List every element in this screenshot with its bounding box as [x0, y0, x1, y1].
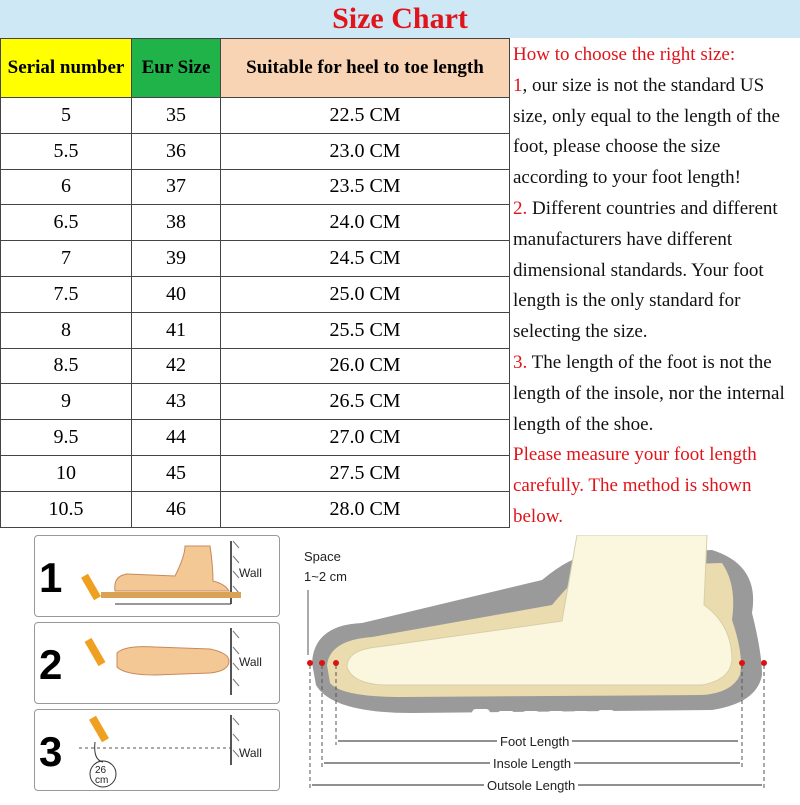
- cell-serial-number: 7.5: [1, 276, 132, 312]
- cell-length: 25.5 CM: [221, 312, 510, 348]
- cell-serial-number: 8.5: [1, 348, 132, 384]
- tip-1-number: 1: [513, 74, 523, 96]
- table-row: [1, 205, 510, 241]
- step-2-number: 2: [39, 641, 63, 688]
- guide-tip-3: [513, 348, 798, 440]
- cell-length: 23.5 CM: [221, 169, 510, 205]
- cell-length: 24.5 CM: [221, 241, 510, 277]
- table-row: [1, 241, 510, 277]
- step-3-number: 3: [39, 728, 63, 775]
- tip-1-text: , our size is not the standard US size, only equal to the length of the foot, please choose the size according to your foot length!: [513, 74, 780, 189]
- wall-label: Wall: [239, 655, 262, 669]
- tip-3-text: The length of the foot is not the length of the insole, nor the internal length of the shoe.: [513, 351, 785, 435]
- cell-eur-size: 39: [132, 241, 221, 277]
- table-row: [1, 98, 510, 134]
- table-row: [1, 312, 510, 348]
- cell-length: 22.5 CM: [221, 98, 510, 134]
- cell-eur-size: 40: [132, 276, 221, 312]
- foot-length-label: Foot Length: [497, 734, 572, 749]
- table-row: [1, 169, 510, 205]
- header-length: Suitable for heel to toe length: [221, 39, 510, 98]
- title-banner: [0, 0, 800, 38]
- cell-length: 25.0 CM: [221, 276, 510, 312]
- cell-eur-size: 38: [132, 205, 221, 241]
- cell-eur-size: 36: [132, 133, 221, 169]
- tip-2-text: Different countries and different manufacturers have different dimensional standards. Your foot length is the only standard for selecting the size.: [513, 197, 778, 343]
- cell-serial-number: 5: [1, 98, 132, 134]
- header-eur-size: Eur Size: [132, 39, 221, 98]
- size-guide-text: [513, 40, 798, 533]
- cell-eur-size: 46: [132, 491, 221, 527]
- tip-3-number: 3.: [513, 351, 528, 373]
- cell-serial-number: 5.5: [1, 133, 132, 169]
- size-table: [0, 38, 510, 528]
- cell-length: 28.0 CM: [221, 491, 510, 527]
- cell-eur-size: 37: [132, 169, 221, 205]
- space-value: 1~2 cm: [304, 569, 347, 584]
- tip-2-number: 2.: [513, 197, 528, 219]
- guide-tip-1: [513, 71, 798, 194]
- table-header-row: [1, 39, 510, 98]
- table-row: [1, 348, 510, 384]
- cell-length: 27.0 CM: [221, 420, 510, 456]
- cell-length: 27.5 CM: [221, 455, 510, 491]
- cell-eur-size: 35: [132, 98, 221, 134]
- space-label: Space: [304, 549, 341, 564]
- guide-heading: How to choose the right size:: [513, 44, 736, 65]
- table-row: [1, 491, 510, 527]
- table-row: [1, 455, 510, 491]
- cell-eur-size: 41: [132, 312, 221, 348]
- cell-eur-size: 42: [132, 348, 221, 384]
- table-row: [1, 133, 510, 169]
- step-1-number: 1: [39, 554, 63, 601]
- cell-serial-number: 6.5: [1, 205, 132, 241]
- table-row: [1, 420, 510, 456]
- step-1-panel: [34, 535, 280, 617]
- table-row: [1, 276, 510, 312]
- measure-unit: cm: [95, 775, 109, 786]
- shoe-length-diagram: [292, 535, 800, 800]
- guide-warning: Please measure your foot length carefully. The method is shown below.: [513, 444, 757, 527]
- cell-serial-number: 7: [1, 241, 132, 277]
- cell-length: 23.0 CM: [221, 133, 510, 169]
- wall-label: Wall: [239, 566, 262, 580]
- insole-length-label: Insole Length: [490, 756, 574, 771]
- cell-length: 26.5 CM: [221, 384, 510, 420]
- cell-serial-number: 6: [1, 169, 132, 205]
- cell-serial-number: 10: [1, 455, 132, 491]
- cell-serial-number: 9: [1, 384, 132, 420]
- step-2-panel: [34, 622, 280, 704]
- wall-label: Wall: [239, 746, 262, 760]
- cell-eur-size: 44: [132, 420, 221, 456]
- measure-value: 26: [95, 765, 107, 776]
- header-serial-number: Serial number: [1, 39, 132, 98]
- cell-length: 26.0 CM: [221, 348, 510, 384]
- cell-serial-number: 9.5: [1, 420, 132, 456]
- cell-serial-number: 8: [1, 312, 132, 348]
- outsole-length-label: Outsole Length: [484, 778, 578, 793]
- guide-tip-2: [513, 194, 798, 348]
- cell-serial-number: 10.5: [1, 491, 132, 527]
- cell-length: 24.0 CM: [221, 205, 510, 241]
- cell-eur-size: 45: [132, 455, 221, 491]
- cell-eur-size: 43: [132, 384, 221, 420]
- step-3-panel: [34, 709, 280, 791]
- table-row: [1, 384, 510, 420]
- page-title: Size Chart: [332, 2, 468, 35]
